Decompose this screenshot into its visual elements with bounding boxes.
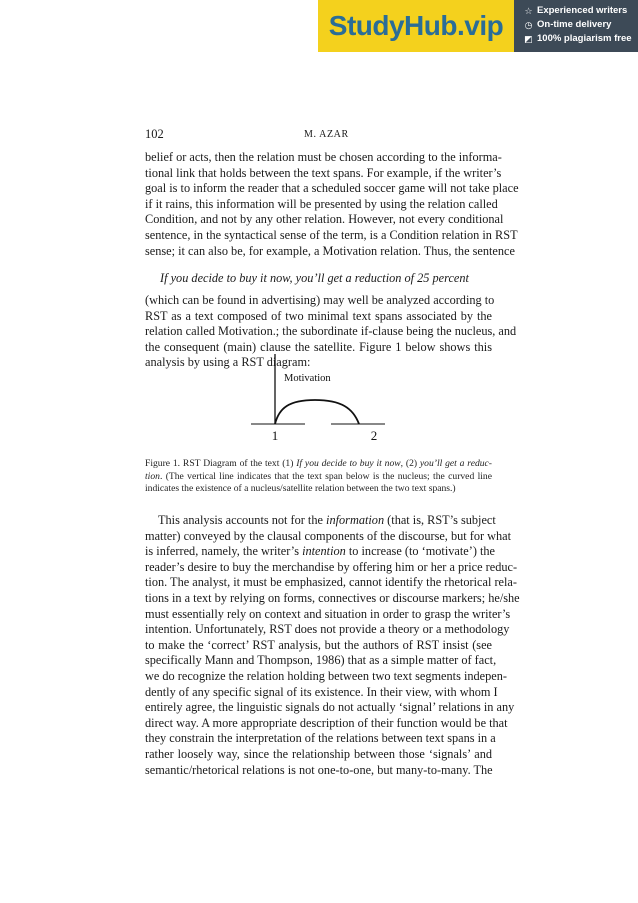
emphasis: information [326,513,385,527]
shield-check-icon: ◩ [524,34,533,44]
text-line: sentence, in the syntactical sense of the term, is a Condition relation in RST [145,227,518,242]
text-line: must essentially rely on context and situation in order to grasp the writer’s [145,606,511,621]
text-line: matter) conveyed by the clausal components of the discourse, but for what [145,528,512,543]
figure-caption [145,458,492,496]
text-run: This analysis accounts not for the [158,513,327,527]
paragraph-3 [145,513,520,778]
text-line: to make the ‘correct’ RST analysis, but the authors of RST insist (see [145,637,492,652]
text-line: entirely agree, the linguistic signals do not actually ‘signal’ relations in any [145,700,515,715]
text-run: (that is, RST’s subject [384,513,496,527]
studyhub-banner[interactable] [318,0,638,52]
caption-text: , (2) [400,458,420,469]
studyhub-logo[interactable] [318,0,514,52]
nucleus-satellite-arc [275,400,359,424]
text-line: tions in a text by relying on forms, connectives or discourse markers; he/she [145,590,520,605]
rst-diagram [249,354,399,446]
text-line: dently of any specific signal of its existence. In their view, with whom I [145,684,498,699]
caption-line [145,458,492,471]
text-line: intention. Unfortunately, RST does not provide a theory or a methodology [145,622,510,637]
feature-item [524,18,638,32]
clock-icon: ◷ [524,20,533,30]
text-line: RST as a text composed of two minimal text spans associated by the [145,308,492,323]
text-line: we do recognize the relation holding between two text segments indepen- [145,668,507,683]
text-line: the consequent (main) clause the satellite. Figure 1 below shows this [145,339,492,354]
text-line: tional link that holds between the text spans. For example, if the writer’s [145,165,502,180]
example-sentence: If you decide to buy it now, you’ll get a reduction of 25 percent [160,271,469,285]
logo-text: StudyHub.vip [328,10,504,41]
paragraph-1 [145,150,519,259]
span-label-1: 1 [271,428,279,443]
feature-label: Experienced writers [537,5,628,16]
text-line: if it rains, this information will be presented by using the relation called [145,196,498,211]
text-line: sense; it can also be, for example, a Motivation relation. Thus, the sentence [145,243,515,258]
relation-label: Motivation [284,373,331,384]
text-line: belief or acts, then the relation must be chosen according to the informa- [145,150,502,164]
span-label-2: 2 [370,428,378,443]
figure-label: Figure 1. [145,458,181,469]
text-line: goal is to inform the reader that a scheduled soccer game will not take place [145,181,519,196]
text-line: semantic/rhetorical relations is not one-to-one, but many-to-many. The [145,762,493,777]
text-line: Condition, and not by any other relation. However, not every conditional [145,212,504,227]
text-line: reader’s desire to buy the merchandise by offering him or her a price reduc- [145,559,518,574]
feature-list [514,0,638,52]
text-line [145,513,496,529]
text-line: rather loosely way, since the relationship between those ‘signals’ and [145,746,492,761]
caption-line: indicates the existence of a nucleus/satellite relation between the two text spans.) [145,483,456,495]
feature-label: On-time delivery [537,19,612,30]
emphasis: intention [302,544,346,559]
caption-italic: If you decide to buy it now [296,458,401,469]
text-line: relation called Motivation.; the subordinate if-clause being the nucleus, and [145,324,517,339]
caption-line [145,471,492,484]
text-line: specifically Mann and Thompson, 1986) that as a simple matter of fact, [145,653,497,668]
feature-label: 100% plagiarism free [537,33,632,44]
running-head: M. AZAR [304,129,349,140]
text-line [145,544,496,560]
text-run: is inferred, namely, the writer’s [145,544,303,559]
caption-text: RST Diagram of the text (1) [180,458,297,469]
text-line: (which can be found in advertising) may well be analyzed according to [145,293,495,307]
feature-item [524,4,638,18]
star-icon: ☆ [524,6,533,16]
text-line: direct way. A more appropriate description of their function would be that [145,715,508,730]
text-run: to increase (to ‘motivate’) the [345,544,496,559]
text-line: tion. The analyst, it must be emphasized, cannot identify the rhetorical rela- [145,575,517,590]
feature-item [524,32,638,46]
text-line: analysis by using a RST diagram: [145,355,311,370]
text-line: they constrain the interpretation of the relations between text spans in a [145,731,496,746]
caption-italic: tion [145,470,160,482]
caption-italic: you’ll get a reduc- [419,458,492,469]
page-number: 102 [145,127,164,141]
caption-text: . (The vertical line indicates that the text span below is the nucleus; the curved line [159,470,492,482]
